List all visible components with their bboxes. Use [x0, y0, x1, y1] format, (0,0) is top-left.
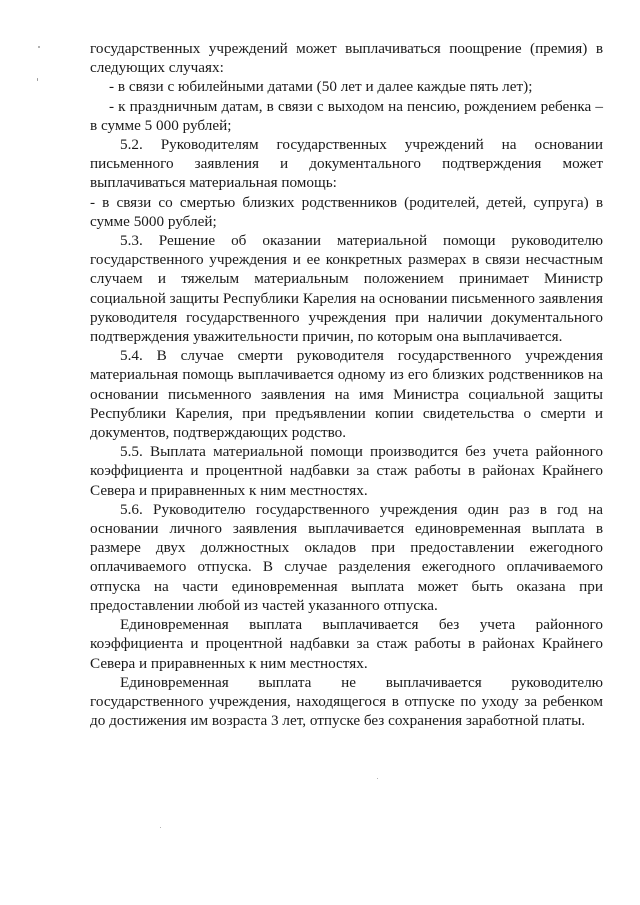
- scan-speck: [160, 827, 161, 828]
- paragraph-bullet-death: - в связи со смертью близких родственников (родителей, детей, супруга) в сумме 5000 рублей;: [90, 193, 603, 230]
- paragraph-intro: государственных учреждений может выплачиваться поощрение (премия) в следующих случаях:: [90, 40, 603, 77]
- paragraph-5-4: 5.4. В случае смерти руководителя государственного учреждения материальная помощь выплачивается одному из его близких родственников на основании письменного заявления на имя Министра социальной защиты Республики Карелия, при предъявлении копии свидетельства о смерти и документов, подтверждающих родство.: [90, 347, 603, 442]
- paragraph-5-3: 5.3. Решение об оказании материальной помощи руководителю государственного учреждения и ее конкретных размерах в связи несчастным случаем и тяжелым материальным положением принимает Министр социальной защиты Республики Карелия на основании письменного заявления руководителя государственного учреждения при наличии документального подтверждения уважительности причин, по которым она выплачивается.: [90, 232, 603, 346]
- scan-speck: [37, 78, 38, 81]
- paragraph-bullet-holidays: - к праздничным датам, в связи с выходом на пенсию, рождением ребенка – в сумме 5 000 рублей;: [90, 97, 603, 134]
- paragraph-5-6: 5.6. Руководителю государственного учреждения один раз в год на основании личного заявления выплачивается единовременная выплата в размере двух должностных окладов при предоставлении ежегодного оплачиваемого отпуска. В случае разделения ежегодного оплачиваемого отпуска на части единовременная выплата может быть оказана при предоставлении любой из частей указанного отпуска.: [90, 500, 603, 614]
- paragraph-bullet-anniversary: - в связи с юбилейными датами (50 лет и далее каждые пять лет);: [109, 78, 533, 96]
- document-page: [90, 39, 603, 730]
- scan-speck: [377, 778, 378, 779]
- paragraph-lump-sum-1: Единовременная выплата выплачивается без учета районного коэффициента и процентной надбавки за стаж работы в районах Крайнего Севера и приравненных к ним местностях.: [90, 616, 603, 672]
- paragraph-5-2: 5.2. Руководителям государственных учреждений на основании письменного заявления и документального подтверждения может выплачиваться материальная помощь:: [90, 136, 603, 192]
- paragraph-5-5: 5.5. Выплата материальной помощи производится без учета районного коэффициента и процентной надбавки за стаж работы в районах Крайнего Севера и приравненных к ним местностях.: [90, 443, 603, 499]
- paragraph-lump-sum-2: Единовременная выплата не выплачивается руководителю государственного учреждения, находящегося в отпуске по уходу за ребенком до достижения им возраста 3 лет, отпуске без сохранения заработной платы.: [90, 673, 603, 730]
- scan-speck: [38, 46, 40, 48]
